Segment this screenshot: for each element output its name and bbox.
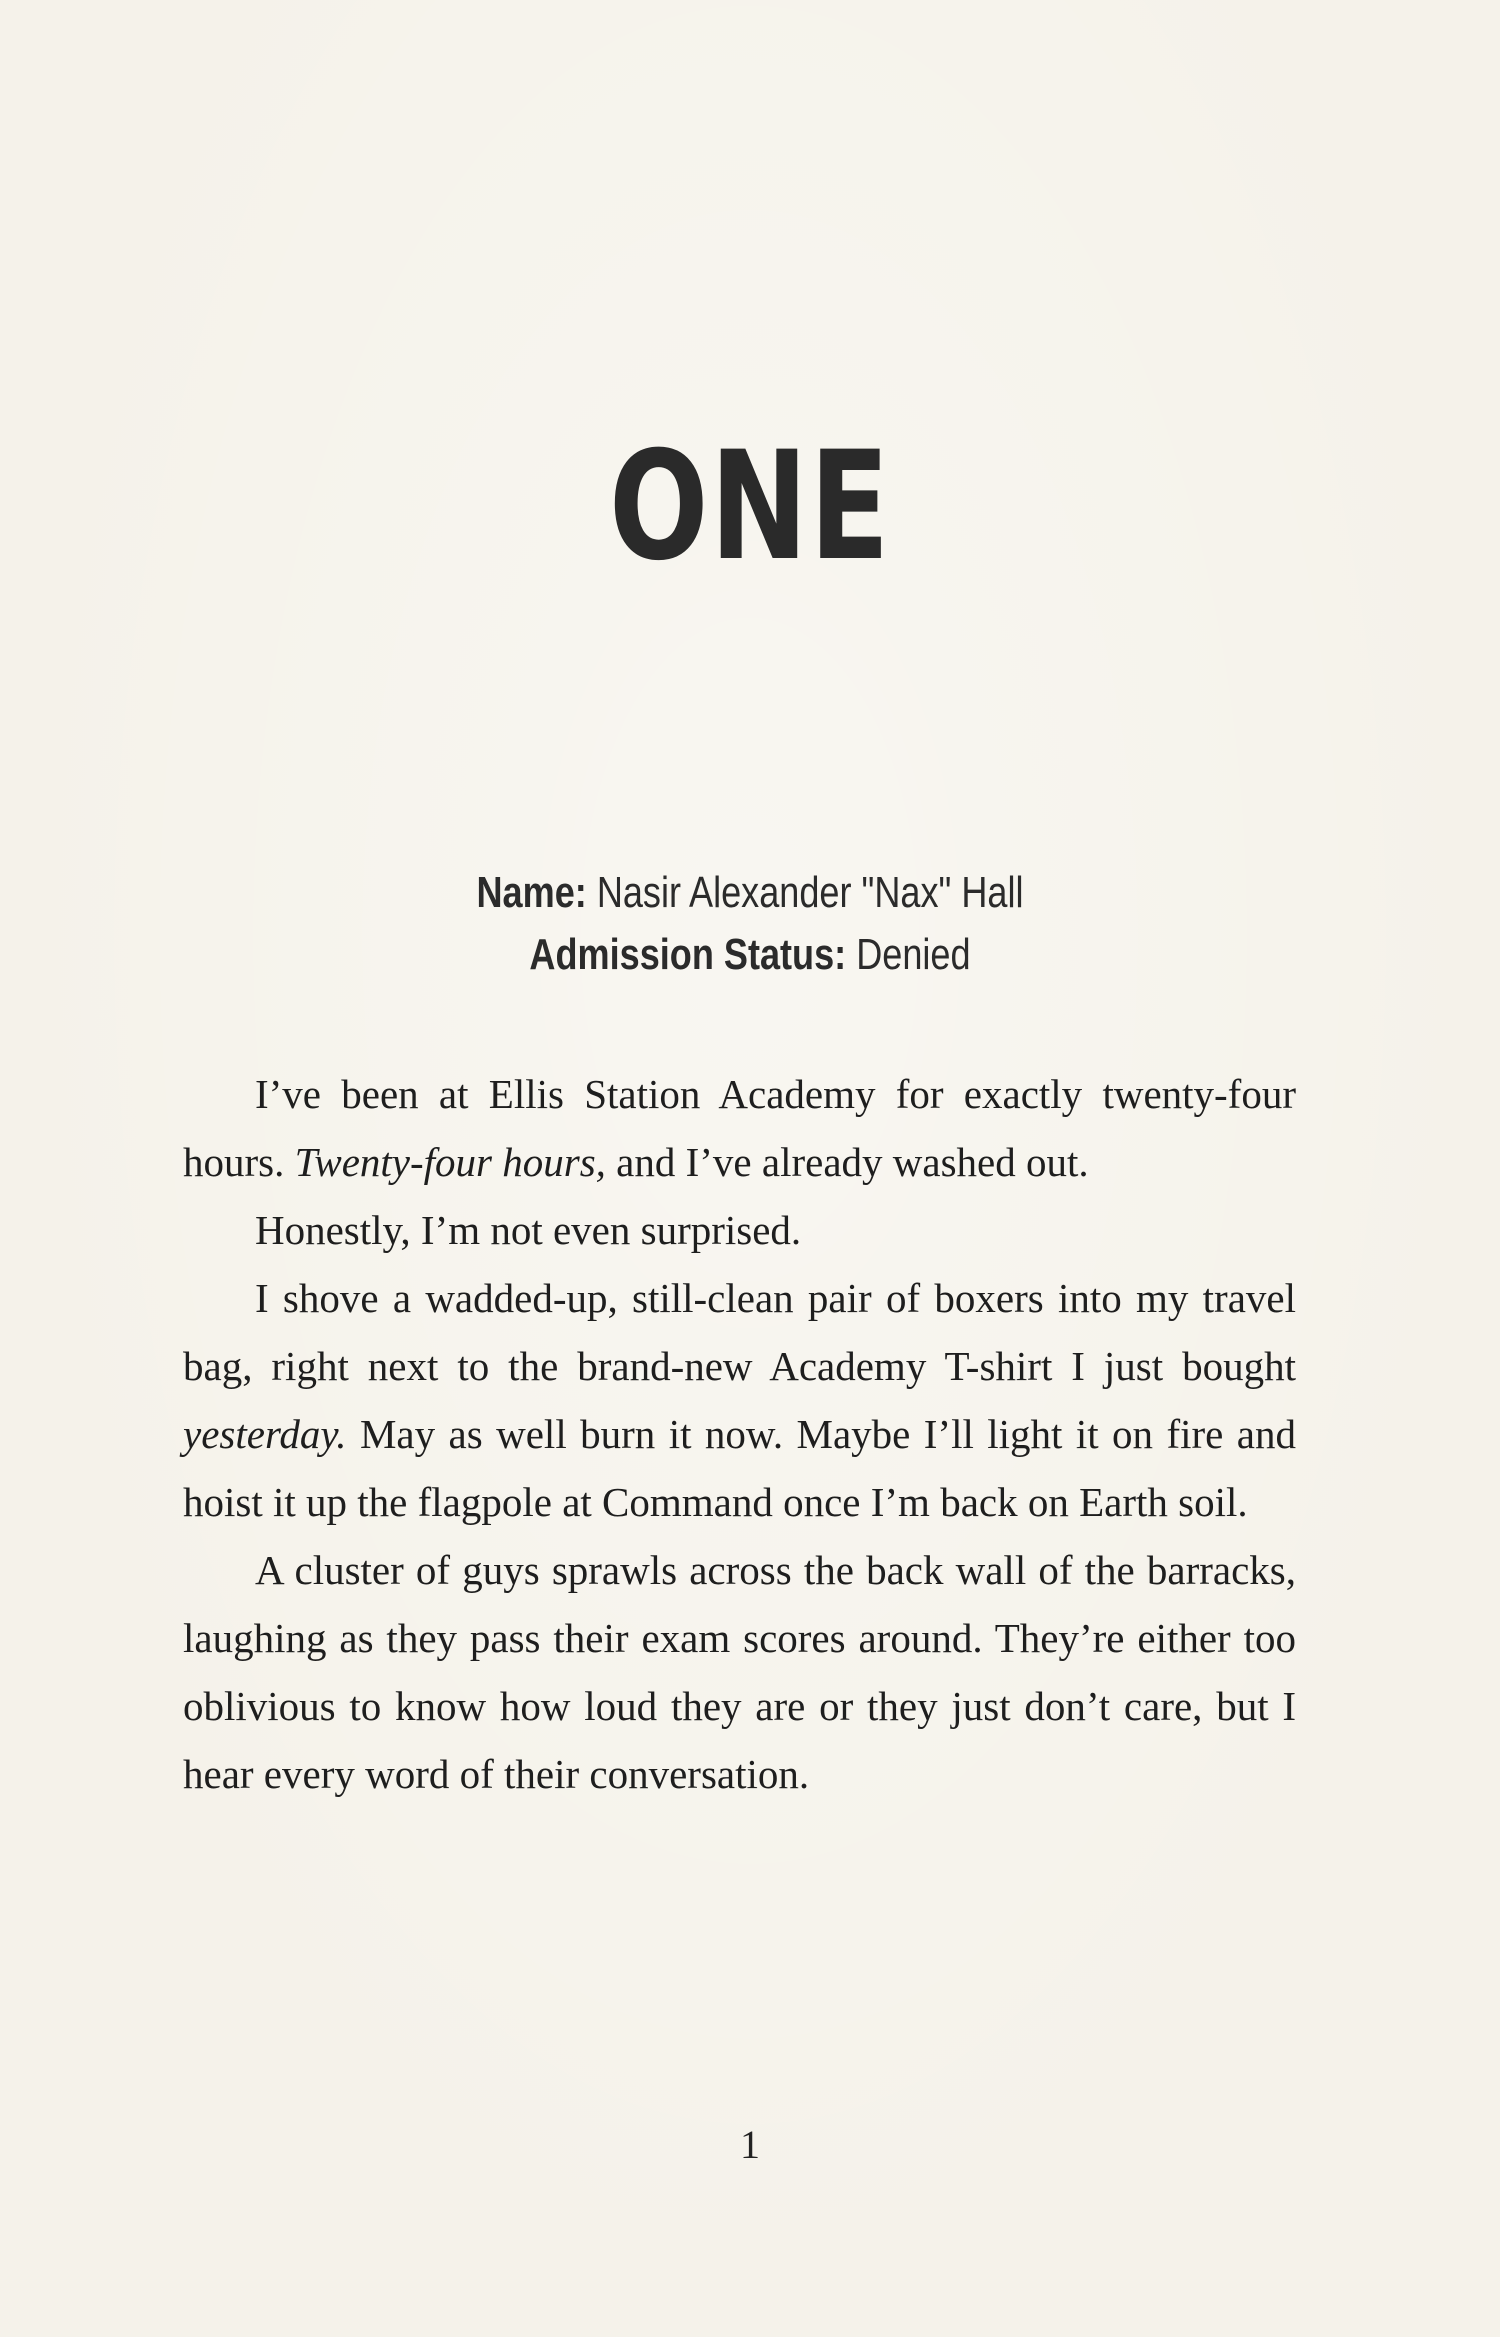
paragraph-text: and I’ve already washed out. — [605, 1139, 1089, 1185]
admission-record — [0, 862, 1500, 986]
paragraph: A cluster of guys sprawls across the back wall of the barracks, laughing as they pass their exam scores around. They’re either too oblivious to know how loud they are or they just don’t care, but I hear every word of their conversation. — [183, 1547, 1296, 1797]
paragraph — [183, 1060, 1296, 1196]
paragraph-emphasis: yesterday. — [183, 1411, 347, 1457]
admission-status-label: Admission Status: — [529, 930, 847, 979]
admission-status-line — [135, 924, 1365, 986]
name-line — [135, 862, 1365, 924]
chapter-title: ONE — [609, 420, 891, 594]
paragraph-text: I’ve been at Ellis Station Academy for exactly twenty-four hours. — [183, 1071, 1296, 1185]
paragraph: Honestly, I’m not even surprised. — [255, 1207, 802, 1253]
paragraph-emphasis: Twenty-four hours, — [294, 1139, 606, 1185]
chapter-body — [183, 1060, 1296, 1808]
page-number: 1 — [740, 2122, 760, 2167]
admission-status-value: Denied — [856, 930, 971, 979]
paragraph-text: I shove a wadded-up, still-clean pair of boxers into my travel bag, right next to the brand-new Academy T-shirt I just bought — [183, 1275, 1296, 1389]
name-label: Name: — [476, 868, 587, 917]
paragraph-text: May as well burn it now. Maybe I’ll light it on fire and hoist it up the flagpole at Command once I’m back on Earth soil. — [183, 1411, 1296, 1525]
paragraph — [183, 1264, 1296, 1536]
name-value: Nasir Alexander "Nax" Hall — [596, 868, 1024, 917]
